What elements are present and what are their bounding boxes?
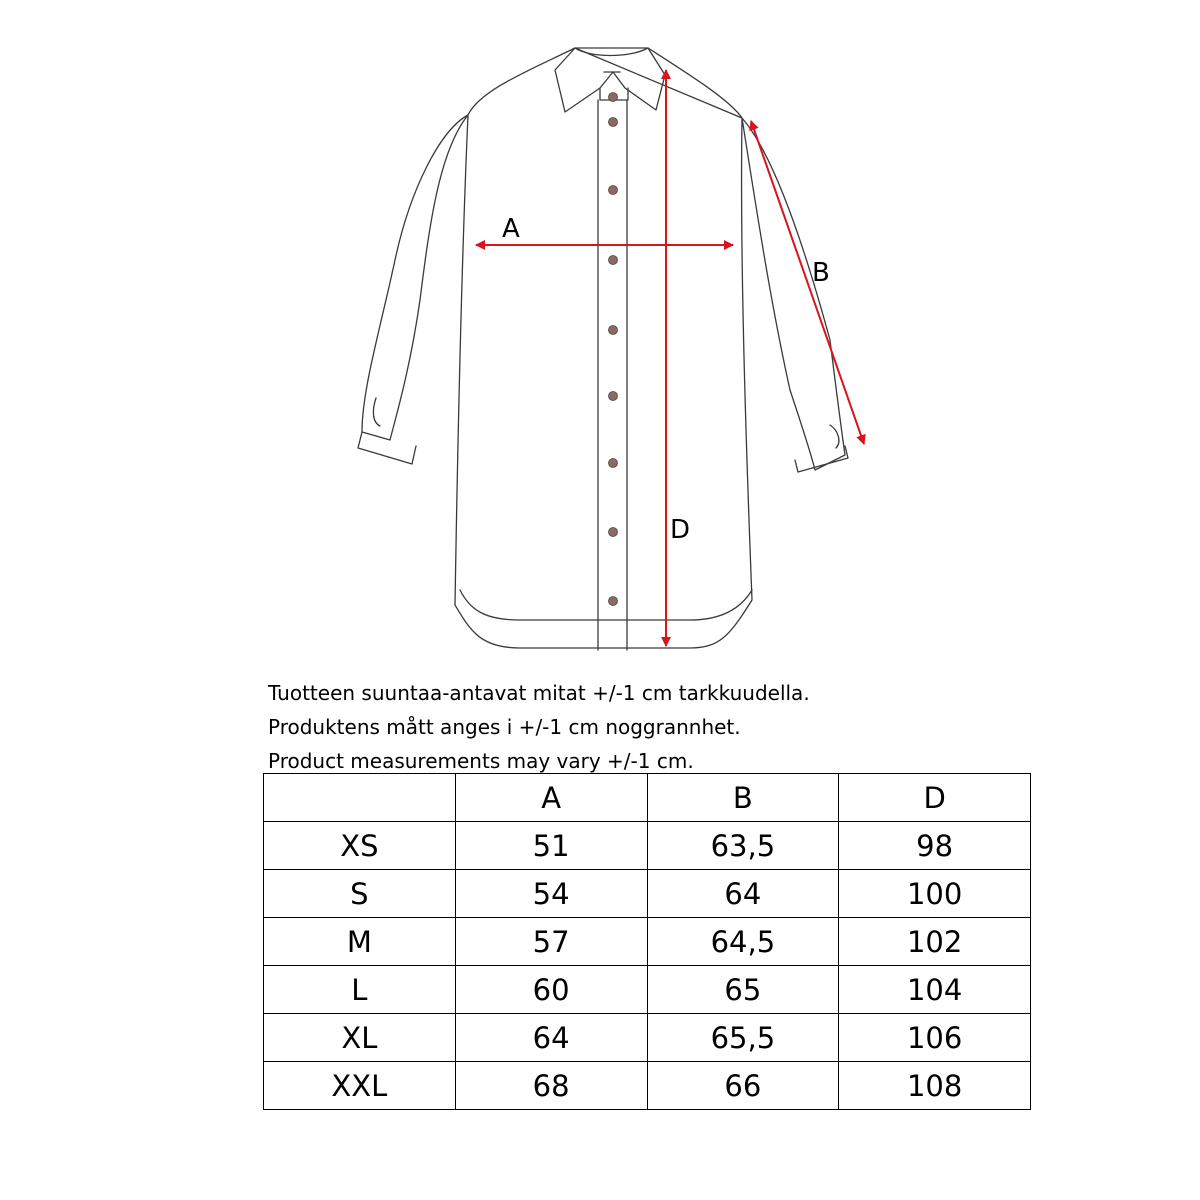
value-cell: 64 bbox=[455, 1014, 647, 1062]
value-cell: 100 bbox=[839, 870, 1031, 918]
button-5 bbox=[609, 326, 618, 335]
measurement-notes bbox=[268, 676, 1028, 778]
button-2 bbox=[609, 118, 618, 127]
value-cell: 102 bbox=[839, 918, 1031, 966]
value-cell: 57 bbox=[455, 918, 647, 966]
shirt-outline bbox=[358, 48, 848, 650]
button-1 bbox=[609, 93, 618, 102]
label-b: B bbox=[812, 258, 830, 288]
table-row bbox=[264, 870, 1031, 918]
table-row bbox=[264, 1062, 1031, 1110]
column-header-a: A bbox=[455, 774, 647, 822]
value-cell: 104 bbox=[839, 966, 1031, 1014]
size-cell: XS bbox=[264, 822, 456, 870]
table-row bbox=[264, 1014, 1031, 1062]
button-3 bbox=[609, 186, 618, 195]
value-cell: 108 bbox=[839, 1062, 1031, 1110]
label-d: D bbox=[670, 515, 691, 545]
button-6 bbox=[609, 392, 618, 401]
label-a: A bbox=[502, 214, 520, 244]
value-cell: 54 bbox=[455, 870, 647, 918]
value-cell: 64 bbox=[647, 870, 839, 918]
button-4 bbox=[609, 256, 618, 265]
front-buttons bbox=[609, 93, 618, 606]
table-header-row bbox=[264, 774, 1031, 822]
value-cell: 65 bbox=[647, 966, 839, 1014]
value-cell: 68 bbox=[455, 1062, 647, 1110]
column-header-b: B bbox=[647, 774, 839, 822]
value-cell: 63,5 bbox=[647, 822, 839, 870]
table-row bbox=[264, 966, 1031, 1014]
button-8 bbox=[609, 528, 618, 537]
column-header-size bbox=[264, 774, 456, 822]
column-header-d: D bbox=[839, 774, 1031, 822]
note-english: Product measurements may vary +/-1 cm. bbox=[268, 749, 694, 773]
value-cell: 106 bbox=[839, 1014, 1031, 1062]
value-cell: 60 bbox=[455, 966, 647, 1014]
table-row bbox=[264, 918, 1031, 966]
size-cell: XL bbox=[264, 1014, 456, 1062]
value-cell: 98 bbox=[839, 822, 1031, 870]
size-table bbox=[263, 773, 1031, 1110]
size-cell: S bbox=[264, 870, 456, 918]
note-swedish: Produktens mått anges i +/-1 cm noggrannhet. bbox=[268, 715, 741, 739]
arrow-b bbox=[751, 121, 864, 444]
measurement-arrows bbox=[476, 70, 864, 646]
note-finnish: Tuotteen suuntaa-antavat mitat +/-1 cm tarkkuudella. bbox=[268, 681, 810, 705]
table-row bbox=[264, 822, 1031, 870]
value-cell: 66 bbox=[647, 1062, 839, 1110]
value-cell: 65,5 bbox=[647, 1014, 839, 1062]
button-9 bbox=[609, 597, 618, 606]
button-7 bbox=[609, 459, 618, 468]
size-cell: M bbox=[264, 918, 456, 966]
value-cell: 64,5 bbox=[647, 918, 839, 966]
value-cell: 51 bbox=[455, 822, 647, 870]
size-cell: L bbox=[264, 966, 456, 1014]
size-cell: XXL bbox=[264, 1062, 456, 1110]
